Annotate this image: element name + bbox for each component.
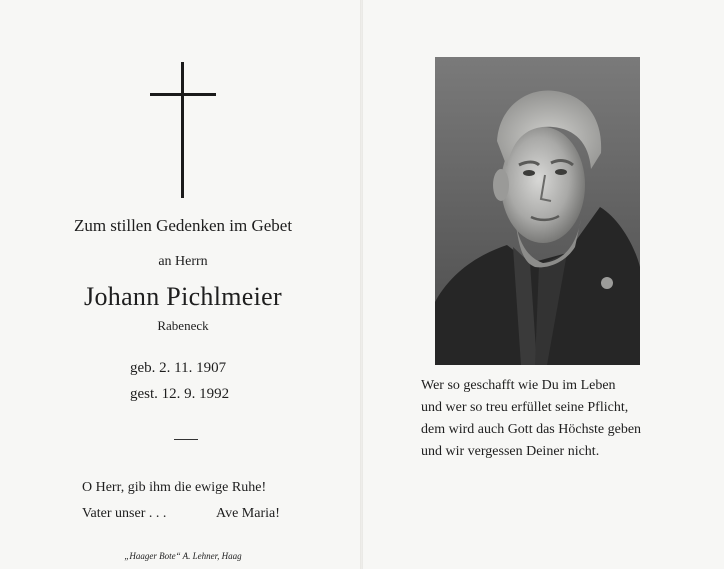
portrait-illustration [435,57,640,365]
ave-maria: Ave Maria! [216,506,280,521]
prayer-line: O Herr, gib ihm die ewige Ruhe! [82,480,267,495]
birth-date: geb. 2. 11. 1907 [130,360,227,376]
poem [421,375,641,463]
portrait-photo [435,57,640,365]
cross-vertical-beam [181,62,184,198]
printer-credit: „Haager Bote“ A. Lehner, Haag [124,551,242,561]
vater-unser: Vater unser . . . [82,506,167,521]
deceased-name: Johann Pichlmeier [84,282,282,311]
poem-line: dem wird auch Gott das Höchste geben [421,422,642,437]
salutation: an Herrn [158,254,208,269]
poem-line: Wer so geschafft wie Du im Leben [421,378,616,393]
death-date: gest. 12. 9. 1992 [130,386,230,402]
divider [174,439,198,440]
cross-icon [150,62,216,198]
cross-horizontal-beam [150,93,216,96]
poem-line: und wer so treu erfüllet seine Pflicht, [421,400,629,415]
poem-line: und wir vergessen Deiner nicht. [421,444,600,459]
memorial-heading: Zum stillen Gedenken im Gebet [73,216,293,235]
home-place: Rabeneck [157,318,209,333]
